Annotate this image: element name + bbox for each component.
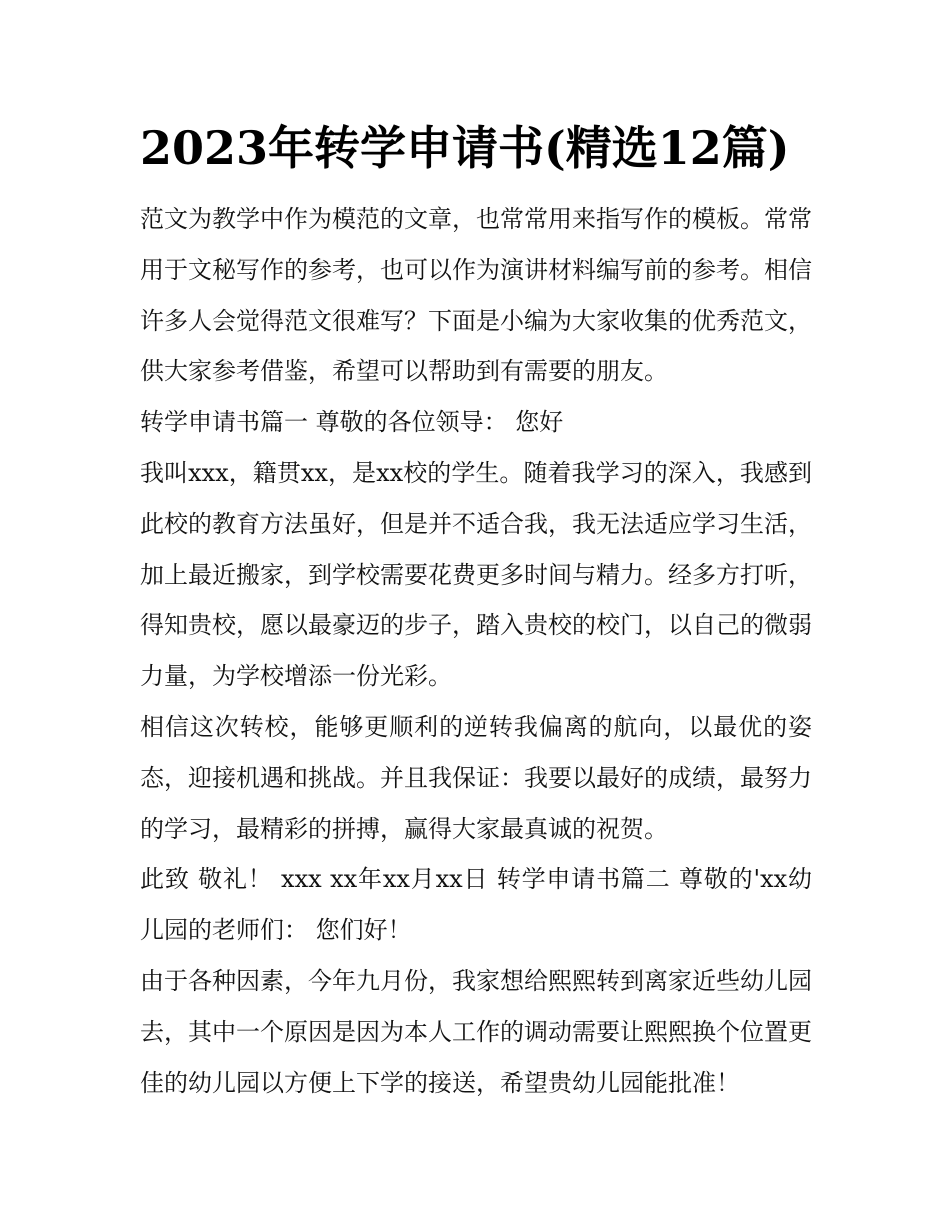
paragraph-letter-one-body: 我叫xxx，籍贯xx，是xx校的学生。随着我学习的深入，我感到此校的教育方法虽好，但是并不适合我，我无法适应学习生活，加上最近搬家，到学校需要花费更多时间与精力。经多方打听，得知贵校，愿以最豪迈的步子，踏入贵校的校门，以自己的微弱力量，为学校增添一份光彩。 xyxy=(140,458,812,691)
paragraph-intro: 范文为教学中作为模范的文章，也常常用来指写作的模板。常常用于文秘写作的参考，也可以作为演讲材料编写前的参考。相信许多人会觉得范文很难写？下面是小编为大家收集的优秀范文，供大家参考借鉴，希望可以帮助到有需要的朋友。 xyxy=(140,205,812,386)
paragraph-letter-one-salutation: 转学申请书篇一 尊敬的各位领导： 您好 xyxy=(140,408,564,437)
paragraph-letter-two-body: 由于各种因素，今年九月份，我家想给熙熙转到离家近些幼儿园去，其中一个原因是因为本人工作的调动需要让熙熙换个位置更佳的幼儿园以方便上下学的接送，希望贵幼儿园能批准！ xyxy=(140,966,812,1097)
paragraph-letter-one-pledge: 相信这次转校，能够更顺利的逆转我偏离的航向，以最优的姿态，迎接机遇和挑战。并且我保证：我要以最好的成绩，最努力的学习，最精彩的拼搏，赢得大家最真诚的祝贺。 xyxy=(140,712,812,843)
document-title: 2023年转学申请书(精选12篇) xyxy=(140,121,790,175)
document-page xyxy=(140,112,812,1108)
paragraph-closing-and-letter-two-salutation: 此致 敬礼！ xxx xx年xx月xx日 转学申请书篇二 尊敬的'xx幼儿园的老师们： 您们好！ xyxy=(140,865,812,945)
